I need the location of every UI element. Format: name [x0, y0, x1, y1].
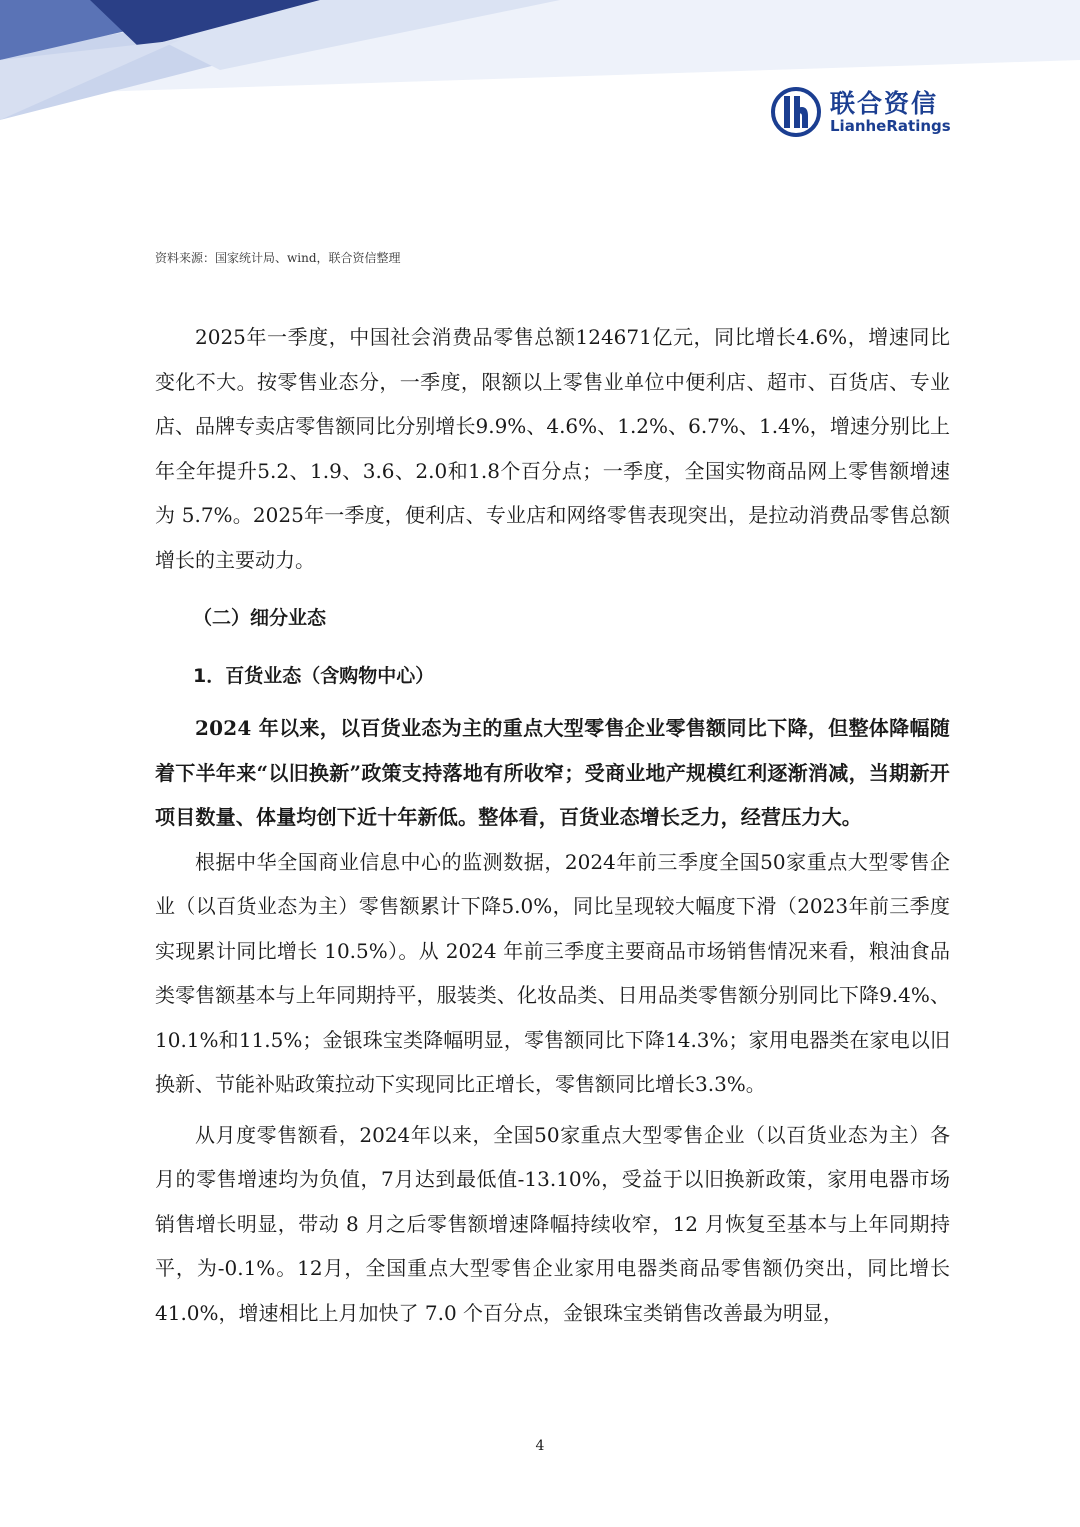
- document-body: [155, 315, 950, 1335]
- paragraph-retail-overview: 2025年一季度，中国社会消费品零售总额124671亿元，同比增长4.6%，增速同比变化不大。按零售业态分，一季度，限额以上零售业单位中便利店、超市、百货店、专业店、品牌专卖店零售额同比分别增长9.9%、4.6%、1.2%、6.7%、1.4%，增速分别比上年全年提升5.2、1.9、3.6、2.0和1.8个百分点；一季度，全国实物商品网上零售额增速为 5.7%。2025年一季度，便利店、专业店和网络零售表现突出，是拉动消费品零售总额增长的主要动力。: [155, 325, 950, 572]
- source-note: 资料来源：国家统计局、wind，联合资信整理: [155, 251, 401, 265]
- paragraph-department-store-data: 根据中华全国商业信息中心的监测数据，2024年前三季度全国50家重点大型零售企业（以百货业态为主）零售额累计下降5.0%，同比呈现较大幅度下滑（2023年前三季度实现累计同比增长 10.5%）。从 2024 年前三季度主要商品市场销售情况来看，粮油食品类零售额基本与上年同期持平，服装类、化妆品类、日用品类零售额分别同比下降9.4%、10.1%和11.5%；金银珠宝类降幅明显，零售额同比下降14.3%；家用电器类在家电以旧换新、节能补贴政策拉动下实现同比正增长，零售额同比增长3.3%。: [155, 849, 950, 1096]
- logo-english-name: LianheRatings: [830, 117, 951, 135]
- logo-chinese-name: 联合资信: [830, 89, 939, 118]
- paragraph-monthly-sales: 从月度零售额看，2024年以来，全国50家重点大型零售企业（以百货业态为主）各月的零售增速均为负值，7月达到最低值-13.10%，受益于以旧换新政策，家用电器市场销售增长明显，带动 8 月之后零售额增速降幅持续收窄，12 月恢复至基本与上年同期持平，为-0.1%。12月，全国重点大型零售企业家用电器类商品零售额仍突出，同比增长41.0%，增速相比上月加快了 7.0 个百分点，金银珠宝类销售改善最为明显，: [155, 1122, 950, 1325]
- section-heading: （二）细分业态: [193, 607, 327, 629]
- lianhe-logo-icon: [770, 86, 822, 138]
- subsection-heading: 1．百货业态（含购物中心）: [193, 665, 435, 687]
- page-number: 4: [535, 1438, 545, 1454]
- brand-logo: [770, 84, 970, 140]
- lead-summary-paragraph: 2024 年以来，以百货业态为主的重点大型零售企业零售额同比下降，但整体降幅随着下半年来“以旧换新”政策支持落地有所收窄；受商业地产规模红利逐渐消减，当期新开项目数量、体量均创下近十年新低。整体看，百货业态增长乏力，经营压力大。: [155, 716, 950, 829]
